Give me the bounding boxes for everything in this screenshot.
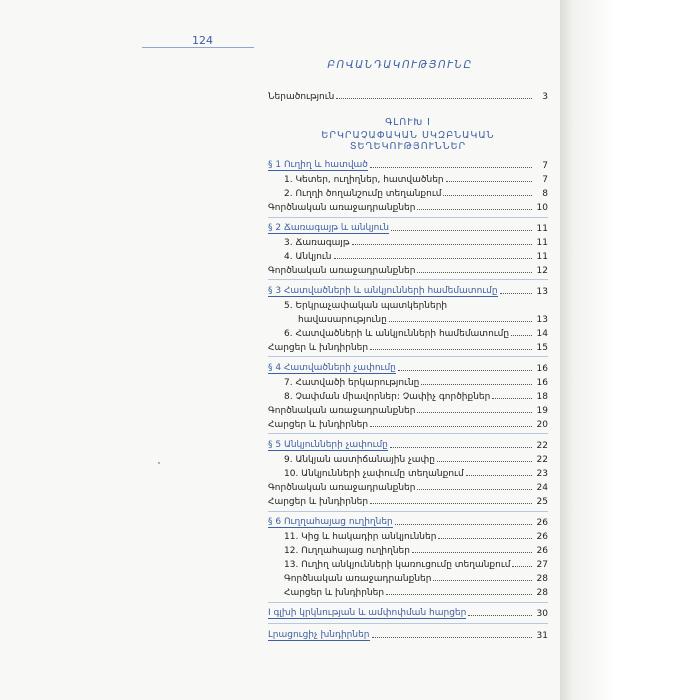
toc-entry: 10. Անկյունների չափումը տեղանքում 23 xyxy=(284,469,548,479)
toc-entry: Գործնական առաջադրանքներ 12 xyxy=(268,266,548,276)
toc-entry: Գործնական առաջադրանքներ 19 xyxy=(268,406,548,416)
toc-entry: 6. Հատվածների և անկյունների համեմատումը 14 xyxy=(284,329,548,339)
toc-entry: Գործնական առաջադրանքներ 24 xyxy=(268,483,548,493)
toc-entry: Հարցեր և խնդիրներ 20 xyxy=(268,420,548,430)
toc-entry: հավասարությունը 13 xyxy=(298,315,548,325)
toc-entry: 3. Ճառագայթ 11 xyxy=(284,238,548,248)
page-number: 124 xyxy=(192,34,213,47)
section-divider xyxy=(268,602,548,603)
section-heading: § 4 Հատվածների չափումը 16 xyxy=(268,363,548,374)
toc-entry: 13. Ուղիղ անկյունների կառուցումը տեղանքում 27 xyxy=(284,560,548,570)
section-heading: § 3 Հատվածների և անկյունների համեմատումը 13 xyxy=(268,286,548,297)
toc-entry: 2. Ուղղի ծողանշումը տեղանքում 8 xyxy=(284,189,548,199)
toc-entry: Հարցեր և խնդիրներ 25 xyxy=(268,497,548,507)
toc-entry: Հարցեր և խնդիրներ 15 xyxy=(268,343,548,353)
toc-entry: 4. Անկյուն 11 xyxy=(284,252,548,262)
toc-entry: Գործնական առաջադրանքներ 10 xyxy=(268,203,548,213)
section-divider xyxy=(268,433,548,434)
toc-entry: 8. Չափման միավորներ: Չափիչ գործիքներ 18 xyxy=(284,392,548,402)
toc-entry: 11. Կից և հակադիր անկյուններ 26 xyxy=(284,532,548,542)
toc-entry-extra: Լրացուցիչ խնդիրներ 31 xyxy=(268,630,548,641)
section-divider xyxy=(268,217,548,218)
toc-entry: 5. Երկրաչափական պատկերների xyxy=(284,301,448,311)
section-heading: § 2 Ճառագայթ և անկյուն 11 xyxy=(268,223,548,234)
book-spine-shadow xyxy=(560,0,700,700)
toc-title: ԲՈՎԱՆԴԱԿՈՒԹՅՈՒՆԸ xyxy=(327,59,473,71)
chapter-title: ԵՐԿՐԱՉԱՓԱԿԱՆ ՍԿԶԲՆԱԿԱՆ ՏԵՂԵԿՈՒԹՅՈՒՆՆԵՐ xyxy=(321,130,495,152)
section-heading: § 1 Ուղիղ և հատված 7 xyxy=(268,160,548,171)
section-divider xyxy=(268,623,548,624)
toc-entry: Գործնական առաջադրանքներ 28 xyxy=(284,574,548,584)
chapter-number: ԳԼՈՒԽ I xyxy=(385,117,431,128)
paper-speck xyxy=(158,462,160,464)
toc-entry-intro: Ներածություն 3 xyxy=(268,92,548,102)
toc-entry-review: I գլխի կրկնության և ամփոփման հարցեր 30 xyxy=(268,608,548,619)
header-rule xyxy=(142,47,254,48)
toc-entry: 9. Անկյան աստիճանային չափը 22 xyxy=(284,455,548,465)
toc-entry: 7. Հատվածի երկարությունը 16 xyxy=(284,378,548,388)
section-heading: § 6 Ուղղահայաց ուղիղներ 26 xyxy=(268,517,548,528)
section-heading: § 5 Անկյունների չափումը 22 xyxy=(268,440,548,451)
section-divider xyxy=(268,356,548,357)
toc-entry: 1. Կետեր, ուղիղներ, հատվածներ 7 xyxy=(284,175,548,185)
toc-entry: 12. Ուղղահայաց ուղիղներ 26 xyxy=(284,546,548,556)
section-divider xyxy=(268,279,548,280)
section-divider xyxy=(268,511,548,512)
toc-entry: Հարցեր և խնդիրներ 28 xyxy=(284,588,548,598)
